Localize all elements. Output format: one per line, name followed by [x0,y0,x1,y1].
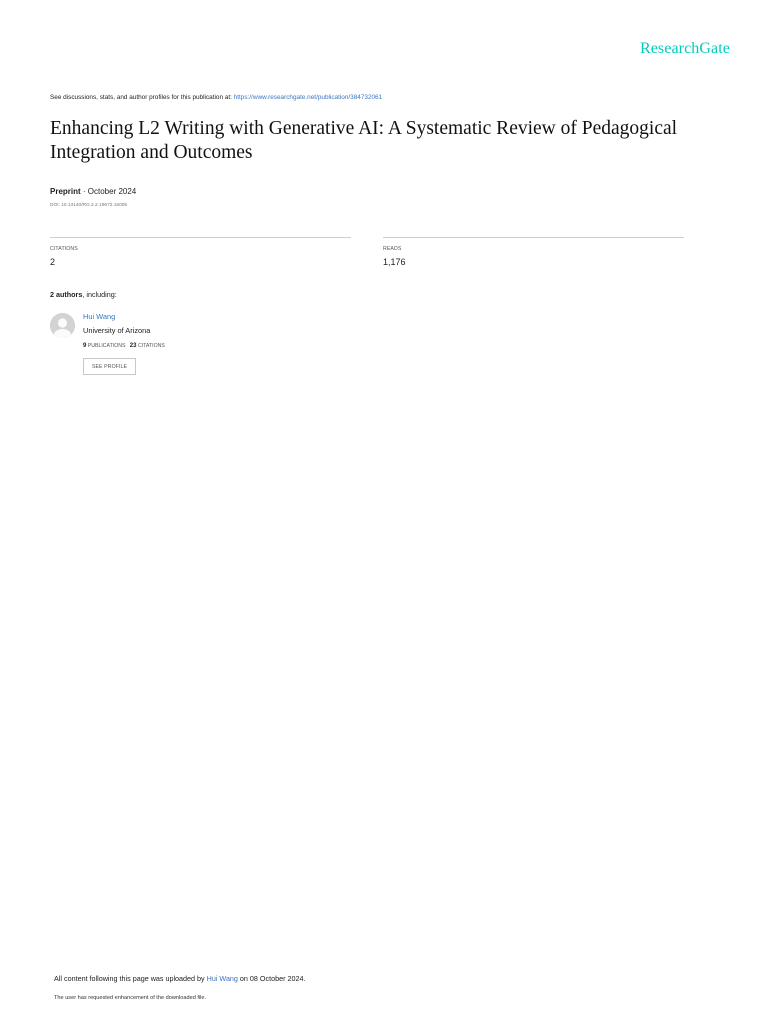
uploader-link[interactable]: Hui Wang [206,974,238,983]
authors-count: 2 authors [50,290,83,299]
author-stats [83,343,165,349]
publication-doi: DOI: 10.13140/RG.2.2.19672.16005 [50,203,128,208]
discussion-prefix: See discussions, stats, and author profiles for this publication at: [50,94,234,101]
user-silhouette-icon [50,313,75,338]
publication-url-link[interactable]: https://www.researchgate.net/publication/384732061 [233,94,383,101]
reads-value: 1,176 [383,257,406,267]
publication-type: Preprint [50,187,81,196]
citations-value: 2 [50,257,56,267]
author-publications-count: 9 [83,343,87,349]
upload-prefix: All content following this page was uploaded by [54,974,207,983]
authors-heading [50,290,117,299]
author-affiliation: University of Arizona [83,326,151,335]
researchgate-logo[interactable]: ResearchGate [639,40,730,57]
discussion-line [50,94,382,101]
author-citations-count: 23 [129,343,137,349]
citations-label: CITATIONS [50,246,78,252]
reads-stat [383,237,684,267]
author-name-link[interactable]: Hui Wang [83,312,116,321]
author-avatar-icon[interactable] [50,313,75,338]
author-citations-label: CITATIONS [137,343,165,349]
upload-suffix: on 08 October 2024. [237,974,306,983]
upload-notice [54,974,305,983]
publication-title: Enhancing L2 Writing with Generative AI: A Systematic Review of Pedagogical Integration and Outcomes [50,118,678,163]
author-publications-label: PUBLICATIONS [87,343,126,349]
publication-meta [50,187,136,196]
citations-stat [50,237,351,267]
enhancement-note: The user has requested enhancement of the downloaded file. [54,995,207,1001]
reads-label: READS [383,246,402,252]
see-profile-button[interactable]: SEE PROFILE [83,358,136,375]
authors-suffix: , including: [82,290,117,299]
publication-date: · October 2024 [80,187,137,196]
